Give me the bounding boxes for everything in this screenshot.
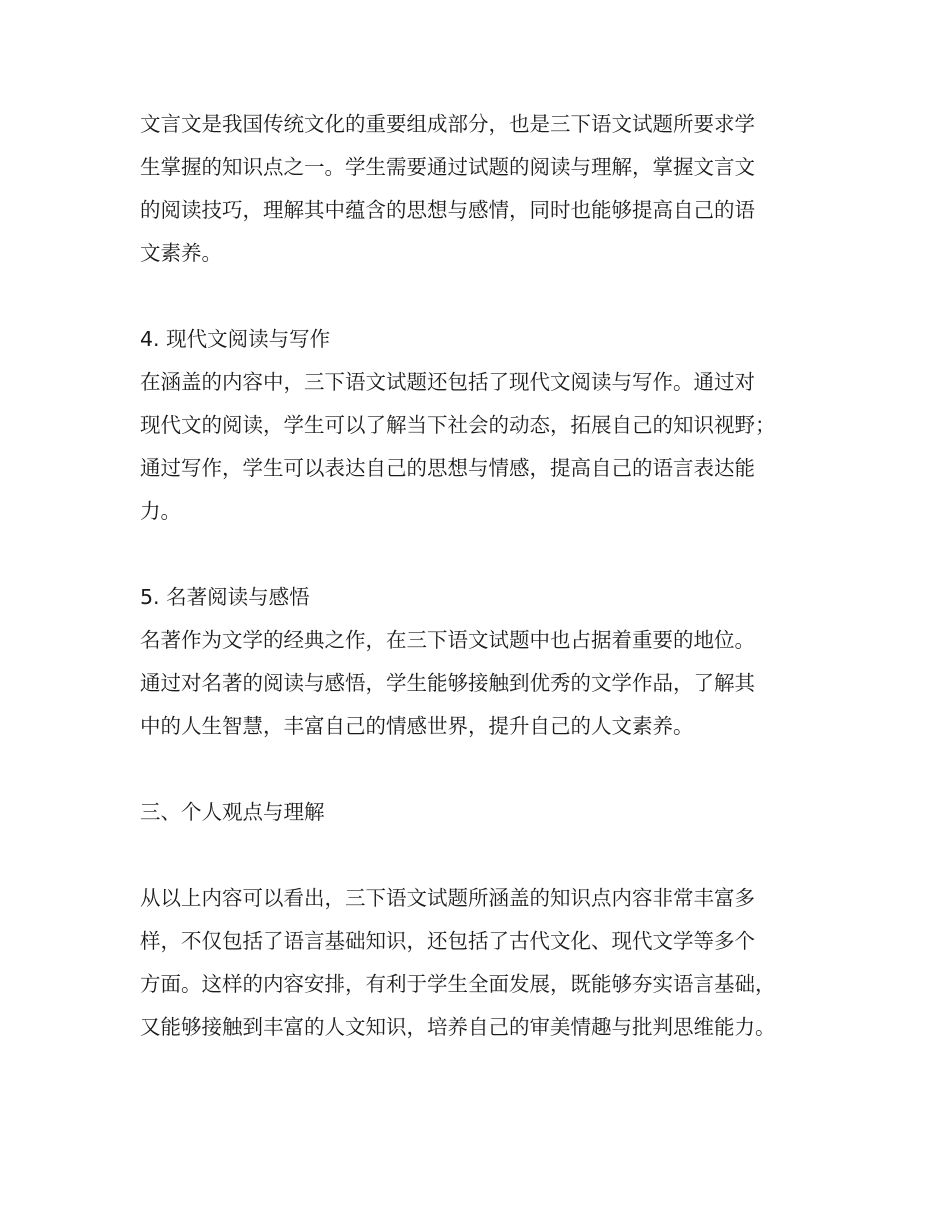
paragraph-modern-line-2: 现代文的阅读，学生可以了解当下社会的动态，拓展自己的知识视野；	[140, 413, 776, 437]
paragraph-classical-line-3: 的阅读技巧，理解其中蕴含的思想与感情，同时也能够提高自己的语	[140, 198, 755, 222]
heading-classics-reading: 5. 名著阅读与感悟	[140, 585, 310, 609]
paragraph-classical-line-4: 文素养。	[140, 241, 222, 265]
paragraph-modern-line-4: 力。	[140, 499, 181, 523]
paragraph-modern-line-3: 通过写作，学生可以表达自己的思想与情感，提高自己的语言表达能	[140, 456, 755, 480]
paragraph-classical-line-1: 文言文是我国传统文化的重要组成部分，也是三下语文试题所要求学	[140, 112, 755, 136]
paragraph-view-line-4: 又能够接触到丰富的人文知识，培养自己的审美情趣与批判思维能力。	[140, 1015, 776, 1039]
paragraph-view-line-3: 方面。这样的内容安排，有利于学生全面发展，既能够夯实语言基础，	[140, 972, 776, 996]
heading-modern-reading: 4. 现代文阅读与写作	[140, 327, 331, 351]
paragraph-classics-line-2: 通过对名著的阅读与感悟，学生能够接触到优秀的文学作品，了解其	[140, 671, 755, 695]
paragraph-view-line-1: 从以上内容可以看出，三下语文试题所涵盖的知识点内容非常丰富多	[140, 886, 755, 910]
paragraph-classics-line-1: 名著作为文学的经典之作，在三下语文试题中也占据着重要的地位。	[140, 628, 755, 652]
heading-personal-view: 三、个人观点与理解	[140, 800, 325, 824]
paragraph-modern-line-1: 在涵盖的内容中，三下语文试题还包括了现代文阅读与写作。通过对	[140, 370, 755, 394]
paragraph-classics-line-3: 中的人生智慧，丰富自己的情感世界，提升自己的人文素养。	[140, 714, 694, 738]
paragraph-classical-line-2: 生掌握的知识点之一。学生需要通过试题的阅读与理解，掌握文言文	[140, 155, 755, 179]
paragraph-view-line-2: 样，不仅包括了语言基础知识，还包括了古代文化、现代文学等多个	[140, 929, 755, 953]
